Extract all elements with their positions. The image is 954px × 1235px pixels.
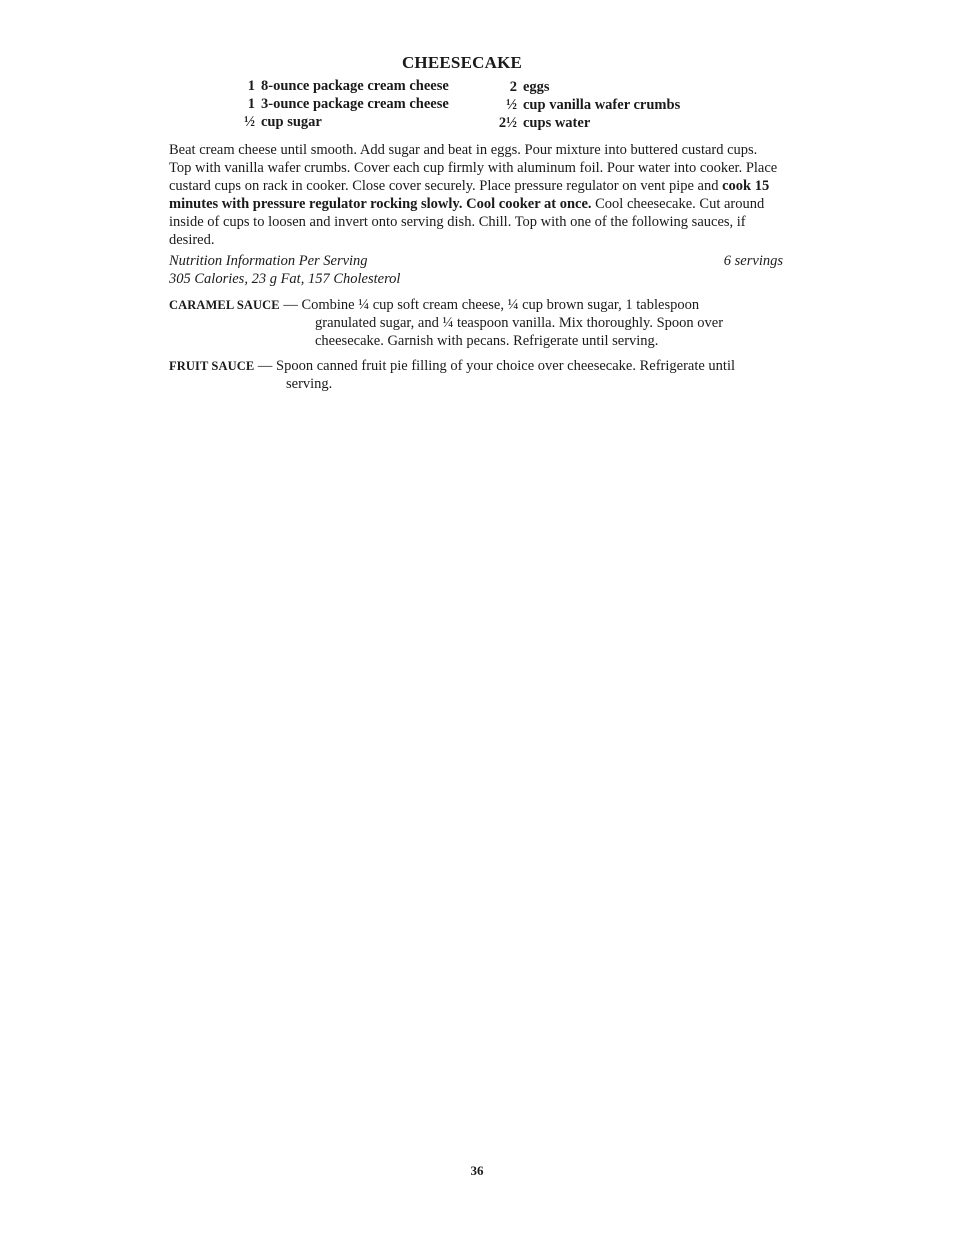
ingredient-item bbox=[230, 113, 449, 131]
ingredient-item bbox=[488, 114, 680, 132]
ingredient-qty: ½ bbox=[244, 114, 255, 130]
ingredient-name: cup vanilla wafer crumbs bbox=[523, 97, 681, 113]
ingredient-list-left bbox=[230, 77, 449, 131]
nutrition-values: 305 Calories, 23 g Fat, 157 Cholesterol bbox=[169, 271, 401, 287]
caramel-sauce-text: — Combine ¼ cup soft cream cheese, ¼ cup brown sugar, 1 tablespoon bbox=[279, 297, 700, 313]
recipe-title: CHEESECAKE bbox=[401, 53, 523, 72]
ingredient-item bbox=[230, 95, 449, 113]
ingredient-qty: 1 bbox=[247, 78, 255, 94]
fruit-sauce bbox=[169, 357, 783, 393]
recipe-directions bbox=[169, 141, 783, 249]
ingredient-name: 8-ounce package cream cheese bbox=[261, 78, 449, 94]
ingredient-name: 3-ounce package cream cheese bbox=[261, 96, 449, 112]
fruit-sauce-label: FRUIT SAUCE bbox=[169, 359, 255, 373]
ingredient-item bbox=[488, 96, 680, 114]
ingredient-qty: 2 bbox=[509, 79, 517, 95]
page-number: 36 bbox=[470, 1163, 484, 1178]
caramel-sauce-text: cheesecake. Garnish with pecans. Refrigerate until serving. bbox=[315, 333, 659, 349]
servings-count: 6 servings bbox=[723, 253, 783, 269]
nutrition-heading: Nutrition Information Per Serving bbox=[169, 253, 368, 269]
ingredient-qty: ½ bbox=[506, 97, 517, 113]
fruit-sauce-text: — Spoon canned fruit pie filling of your choice over cheesecake. Refrigerate until bbox=[254, 358, 736, 374]
ingredient-qty: 2½ bbox=[498, 115, 517, 131]
directions-cook-instruction: cook 15 minutes with pressure regulator rocking slowly. Cool cooker at once. bbox=[169, 178, 770, 212]
caramel-sauce-label: CARAMEL SAUCE bbox=[169, 298, 280, 312]
ingredient-item bbox=[488, 78, 680, 96]
ingredient-name: cups water bbox=[523, 115, 591, 131]
directions-text-end: Cool cheesecake. Cut around inside of cups to loosen and invert onto serving dish. Chill. Top with one of the following sauces, if desired. bbox=[169, 196, 765, 248]
ingredient-name: cup sugar bbox=[261, 114, 322, 130]
caramel-sauce bbox=[169, 296, 783, 350]
ingredient-item bbox=[230, 77, 449, 95]
ingredient-list-right bbox=[488, 78, 680, 132]
directions-text: Beat cream cheese until smooth. Add sugar and beat in eggs. Pour mixture into buttered custard cups. Top with vanilla wafer crumbs. Cover each cup firmly with aluminum foil. Pour water into cooker. Place custard cups on rack in cooker. Close cover securely. Place pressure regulator on vent pipe and bbox=[169, 142, 778, 194]
caramel-sauce-text: granulated sugar, and ¼ teaspoon vanilla. Mix thoroughly. Spoon over bbox=[315, 315, 724, 331]
nutrition-info bbox=[169, 252, 783, 288]
ingredient-qty: 1 bbox=[247, 96, 255, 112]
fruit-sauce-text: serving. bbox=[286, 376, 333, 392]
ingredient-name: eggs bbox=[523, 79, 550, 95]
